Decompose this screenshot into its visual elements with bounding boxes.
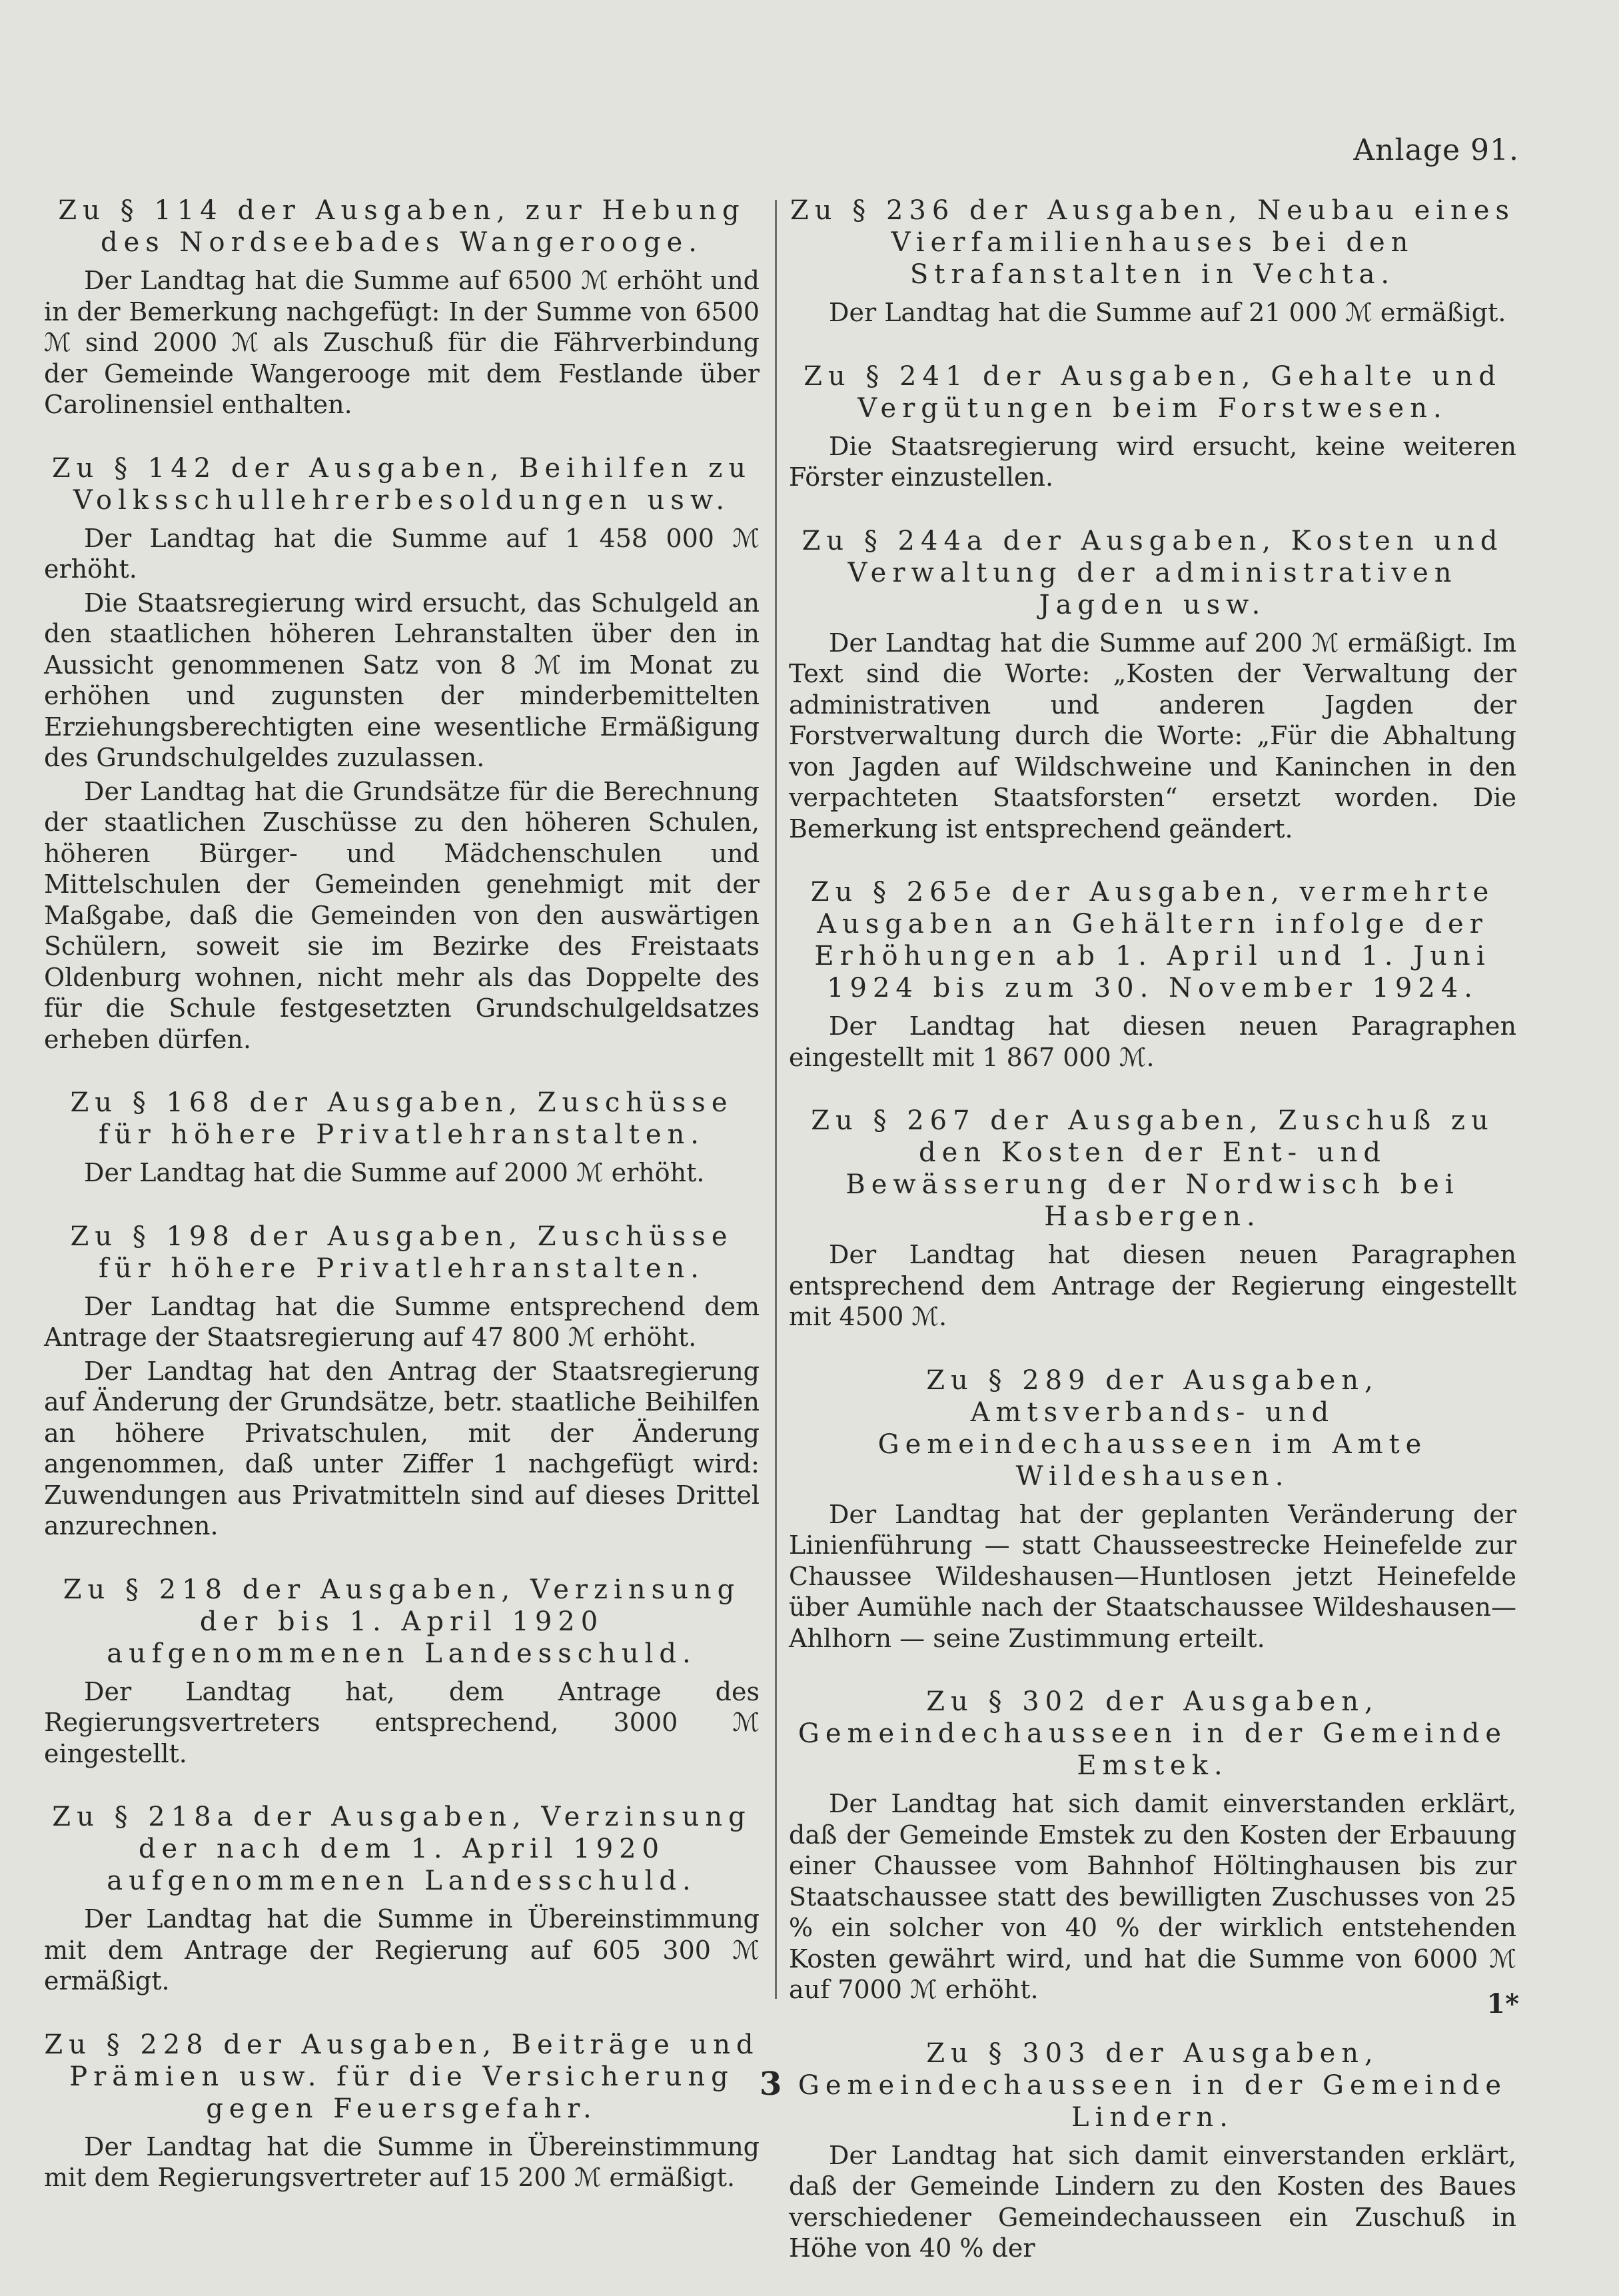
paragraph: Der Landtag hat die Summe in Übereinstimmung mit dem Regierungsvertreter auf 15 200 ℳ ermäßigt. (44, 2131, 760, 2192)
section (789, 1686, 1516, 2006)
section-heading: Zu § 218 der Ausgaben, Verzinsung der bis 1. April 1920 aufgenommenen Landesschuld. (63, 1574, 741, 1669)
section-heading: Zu § 244a der Ausgaben, Kosten und Verwaltung der administrativen Jagden usw. (802, 525, 1504, 620)
section (44, 1574, 760, 1770)
paragraph: Die Staatsregierung wird ersucht, keine weiteren Förster einzustellen. (789, 431, 1516, 492)
paragraph: Der Landtag hat der geplanten Veränderung der Linienführung — statt Chausseestrecke Heinefelde zur Chaussee Wildeshausen—Huntlosen jetzt Heinefelde über Aumühle nach der Staatschaussee Wildeshausen—Ahlhorn — seine Zustimmung erteilt. (789, 1499, 1516, 1653)
section (44, 195, 760, 420)
section-heading: Zu § 303 der Ausgaben, Gemeindechausseen in der Gemeinde Lindern. (798, 2037, 1508, 2133)
section (789, 195, 1516, 328)
section-heading: Zu § 265e der Ausgaben, vermehrte Ausgaben an Gehältern infolge der Erhöhungen ab 1. April und 1. Juni 1924 bis zum 30. November 1924. (810, 877, 1495, 1003)
column-divider (775, 200, 777, 1999)
paragraph: Der Landtag hat diesen neuen Paragraphen entsprechend dem Antrage der Regierung eingestellt mit 4500 ℳ. (789, 1240, 1516, 1331)
paragraph: Der Landtag hat die Summe entsprechend dem Antrage der Staatsregierung auf 47 800 ℳ erhöht. (44, 1291, 760, 1352)
paragraph: Die Staatsregierung wird ersucht, das Schulgeld an den staatlichen höheren Lehranstalten über den in Aussicht genommenen Satz von 8 ℳ im Monat zu erhöhen und zugunsten der minderbemittelten Erziehungsberechtigten eine wesentliche Ermäßigung des Grundschulgeldes zuzulassen. (44, 588, 760, 772)
section (44, 1221, 760, 1542)
paragraph: Der Landtag hat sich damit einverstanden erklärt, daß der Gemeinde Lindern zu den Kosten des Baues verschiedener Gemeindechausseen ein Zuschuß in Höhe von 40 % der (789, 2140, 1516, 2263)
section-heading: Zu § 267 der Ausgaben, Zuschuß zu den Kosten der Ent- und Bewässerung der Nordwisch bei Hasbergen. (811, 1105, 1494, 1232)
section (789, 876, 1516, 1073)
section (789, 360, 1516, 493)
section (44, 2029, 760, 2193)
paragraph: Der Landtag hat die Grundsätze für die Berechnung der staatlichen Zuschüsse zu den höheren Schulen, höheren Bürger- und Mädchenschulen und Mittelschulen der Gemeinden genehmigt mit der Maßgabe, daß die Gemeinden von den auswärtigen Schülern, soweit sie im Bezirke des Freistaats Oldenburg wohnen, nicht mehr als das Doppelte des für die Schule festgesetzten Grundschulgeldsatzes erheben dürfen. (44, 776, 760, 1054)
section-heading: Zu § 198 der Ausgaben, Zuschüsse für höhere Privatlehranstalten. (70, 1221, 734, 1284)
paragraph: Der Landtag hat diesen neuen Paragraphen eingestellt mit 1 867 000 ℳ. (789, 1011, 1516, 1072)
signature-mark: 1* (1486, 1988, 1519, 2019)
section-heading: Zu § 241 der Ausgaben, Gehalte und Vergütungen beim Forstwesen. (804, 360, 1502, 424)
right-column (789, 195, 1516, 2296)
section-heading: Zu § 236 der Ausgaben, Neubau eines Vierfamilienhauses bei den Strafanstalten in Vechta. (790, 195, 1516, 290)
section (789, 1105, 1516, 1333)
paragraph: Der Landtag hat die Summe in Übereinstimmung mit dem Antrage der Regierung auf 605 300 ℳ ermäßigt. (44, 1904, 760, 1996)
section (44, 452, 760, 1055)
paragraph: Der Landtag hat die Summe auf 21 000 ℳ ermäßigt. (829, 298, 1506, 327)
page-header: Anlage 91. (1353, 133, 1519, 167)
section-heading: Zu § 114 der Ausgaben, zur Hebung des Nordseebades Wangerooge. (58, 195, 746, 258)
section-heading: Zu § 168 der Ausgaben, Zuschüsse für höhere Privatlehranstalten. (70, 1087, 734, 1150)
paragraph: Der Landtag hat die Summe auf 2000 ℳ erhöht. (84, 1158, 705, 1187)
section-heading: Zu § 228 der Ausgaben, Beiträge und Prämien usw. für die Versicherung gegen Feuersgefahr. (44, 2029, 760, 2124)
section (789, 525, 1516, 845)
paragraph: Der Landtag hat die Summe auf 200 ℳ ermäßigt. Im Text sind die Worte: „Kosten der Verwaltung der administrativen und anderen Jagden der Forstverwaltung durch die Worte: „Für die Abhaltung von Jagden auf Wildschweine und Kaninchen in den verpachteten Staatsforsten“ ersetzt worden. Die Bemerkung ist entsprechend geändert. (789, 628, 1516, 844)
paragraph: Der Landtag hat, dem Antrage des Regierungsvertreters entsprechend, 3000 ℳ eingestellt. (44, 1676, 760, 1768)
section (789, 1365, 1516, 1654)
paragraph: Der Landtag hat die Summe auf 1 458 000 ℳ erhöht. (44, 523, 760, 584)
section-heading: Zu § 142 der Ausgaben, Beihilfen zu Volksschullehrerbesoldungen usw. (51, 452, 752, 516)
section (44, 1801, 760, 1997)
section-heading: Zu § 218a der Ausgaben, Verzinsung der nach dem 1. April 1920 aufgenommenen Landesschuld. (52, 1802, 752, 1896)
paragraph: Der Landtag hat die Summe auf 6500 ℳ erhöht und in der Bemerkung nachgefügt: In der Summe von 6500 ℳ sind 2000 ℳ als Zuschuß für die Fährverbindung der Gemeinde Wangerooge mit dem Festlande über Carolinensiel enthalten. (44, 266, 760, 419)
paragraph: Der Landtag hat den Antrag der Staatsregierung auf Änderung der Grundsätze, betr. staatliche Beihilfen an höhere Privatschulen, mit der Änderung angenommen, daß unter Ziffer 1 nachgefügt wird: Zuwendungen aus Privatmitteln sind auf dieses Drittel anzurechnen. (44, 1356, 760, 1540)
section-heading: Zu § 289 der Ausgaben, Amtsverbands- und Gemeindechausseen im Amte Wildeshausen. (877, 1365, 1428, 1492)
section (44, 1087, 760, 1189)
paragraph: Der Landtag hat sich damit einverstanden erklärt, daß der Gemeinde Emstek zu den Kosten der Erbauung einer Chaussee vom Bahnhof Höltinghausen bis zur Staatschaussee statt des bewilligten Zuschusses von 25 % ein solcher von 40 % der wirklich entstehenden Kosten gewährt wird, und hat die Summe von 6000 ℳ auf 7000 ℳ erhöht. (789, 1789, 1516, 2004)
page-number: 3 (760, 2065, 782, 2103)
section-heading: Zu § 302 der Ausgaben, Gemeindechausseen in der Gemeinde Emstek. (798, 1686, 1508, 1781)
section (789, 2037, 1516, 2264)
left-column (44, 195, 760, 2225)
